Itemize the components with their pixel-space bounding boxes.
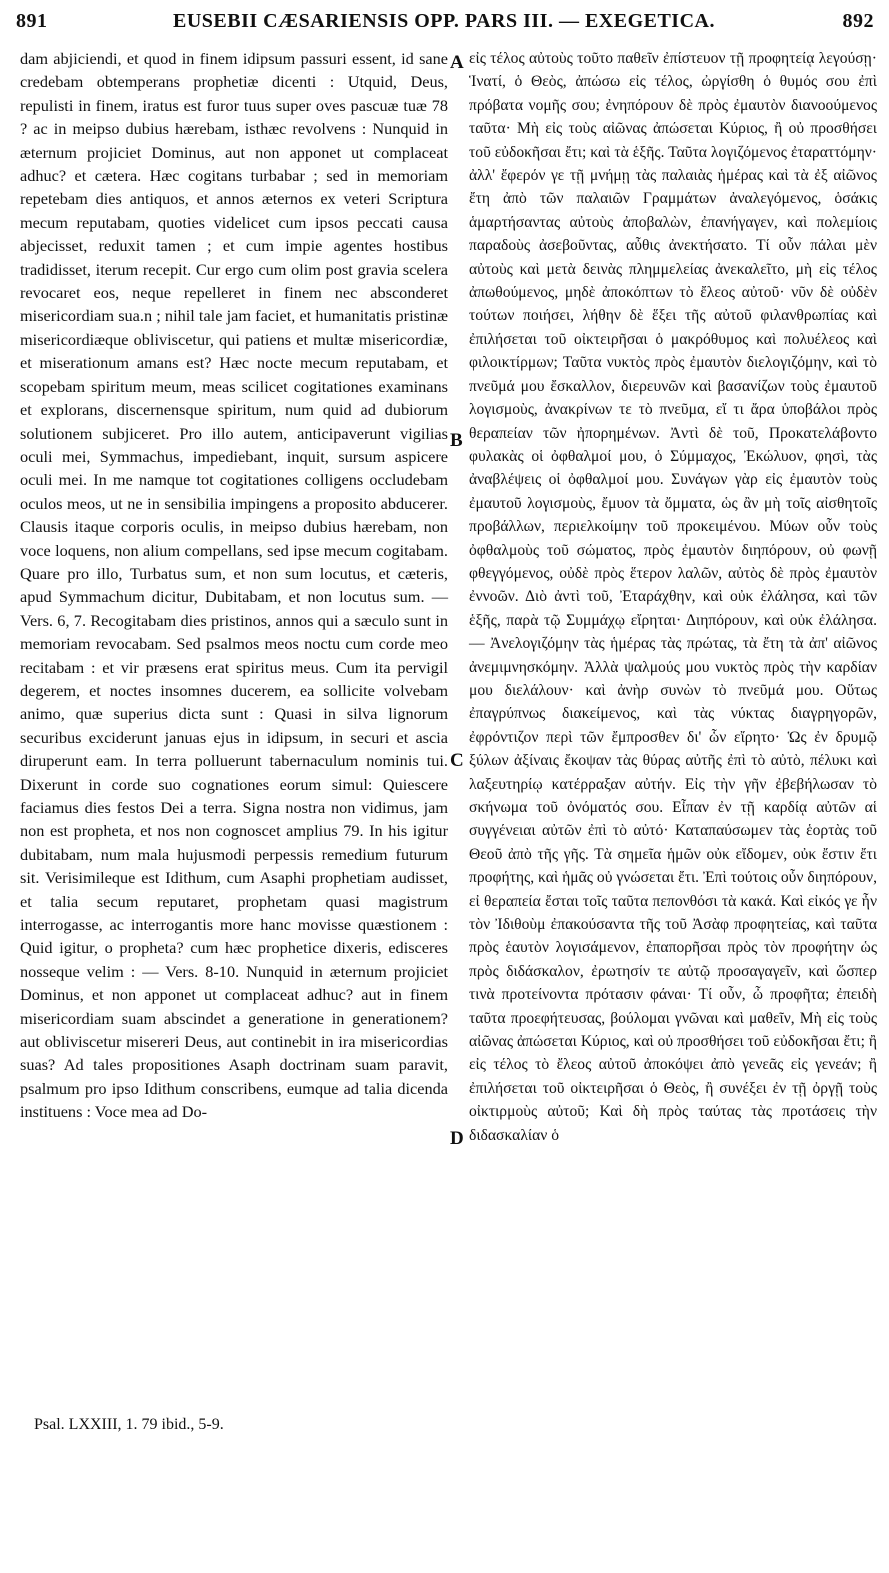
margin-letter-a: A — [450, 52, 464, 73]
greek-text: εἰς τέλος αὐτοὺς τοῦτο παθεῖν ἐπίστευον τῇ προφητείᾳ λεγούσῃ· Ἱνατί, ὁ Θεὸς, ἀπώσω εἰς τέλος, ὠργίσθη ὁ θυμός σου ἐπὶ πρόβατα νομῆς σου; ἐνηπόρουν δὲ πρὸς ἐμαυτὸν διανοούμενος ταῦτα· Μὴ εἰς τοὺς αἰῶνας ἀπώσεται Κύριος, ἢ οὐ προσθήσει τοῦ εὐδοκῆσαι ἔτι; καὶ τὰ ἑξῆς. Ταῦτα λογιζόμενος ἐταραττόμην· ἀλλ' ἔφερόν γε τῇ μνήμῃ τὰς παλαιὰς ἡμέρας καὶ τὰ ἐξ αἰῶνος ἔτη ἀπὸ τῶν παλαιῶν Γραμμάτων ἀναλεγόμενος, ὁσάκις ἁμαρτήσαντας αὐτοὺς ἀποβαλὼν, ἐπανήγαγεν, καὶ πολεμίοις παραδοὺς ἀσεβοῦντας, αὖθις ἀνεκτήσατο. Τί οὖν πάλαι μὲν αὐτοὺς καὶ μετὰ δεινὰς πλημμελείας ἀνεκαλεῖτο, μὴ εἰς τέλος ἀπωθούμενος, μηδὲ ἀποκόπτων τὸ ἔλεος αὐτοῦ· νῦν δὲ οὐδὲν τούτων ποιήσει, λήθην δὲ ἕξει τῆς αὐτοῦ φιλανθρωπίας καὶ ἐπιλήσεται τοῦ οἰκτειρῆσαι ὁ μακρόθυμος καὶ πολυέλεος καὶ φιλοικτίρμων; Ταῦτα νυκτὸς πρὸς ἐμαυτὸν διελογιζόμην, καὶ τὸ πνεῦμά μου ἔσκαλλον, διερευνῶν καὶ βασανίζων τοὺς ἐμαυτοῦ λογισμοὺς, ἀνακρίνων τε τὸ πνεῦμα, εἴ τι ἄρα ὑποβάλοι πρὸς θεραπείαν τῶν ἠπορημένων. Ἀντὶ δὲ τοῦ, Προκατελάβοντο φυλακὰς οἱ ὀφθαλμοί μου, ὁ Σύμμαχος, Ἐκώλυον, φησὶ, τὰς ἀναβλέψεις οἱ ὀφθαλμοί μου. Συνάγων γὰρ εἰς ἐμαυτὸν τοὺς ἐμαυτοῦ λογισμοὺς, ἔμυον τὰ ὄμματα, ὡς ἂν μὴ τοῖς αἰσθητοῖς προβάλλων, περιελκοίμην τοῦ προκειμένου. Μύων οὖν τοὺς ὀφθαλμοὺς τοῦ σώματος, πρὸς ἐμαυτὸν διηπόρουν, οὐ φωνῇ φθεγγόμενος, οὐδὲ πρὸς ἕτερον λαλῶν, αὐτὸς δὲ πρὸς ἐμαυτὸν ἐννοῶν. Διὸ ἀντὶ τοῦ, Ἐταράχθην, καὶ οὐκ ἐλάλησα, καὶ τῶν ἑξῆς, παρὰ τῷ Συμμάχῳ εἴρηται· Διηπόρουν, καὶ οὐκ ἐλάλησα. — Ἀνελογιζόμην τὰς ἡμέρας τὰς πρώτας, τὰ ἔτη τὰ ἀπ' αἰῶνος ἀνεμιμνησκόμην. Ἀλλὰ ψαλμούς μου νυκτὸς πρὸς τὴν καρδίαν μου διελάλουν· καὶ ἀνὴρ συνὼν τὸ πνεῦμά μου. Οὕτως ἐπαγρύπνως διακείμενος, καὶ τὰς νύκτας διαγρηγορῶν, ἐφρόντιζον περὶ τῶν ἔμπροσθεν δι' ὧν εἴρητο· Ὡς ἐν δρυμῷ ξύλων ἀξίναις ἔκοψαν τὰς θύρας αὐτῆς ἐπὶ τὸ αὐτὸ, πέλυκι καὶ λαξευτηρίῳ κατέρραξαν αὐτήν. Εἰς τὴν γῆν ἐβεβήλωσαν τὸ σκήνωμα τοῦ ὀνόματός σου. Εἶπαν ἐν τῇ καρδίᾳ αὐτῶν αἱ συγγένειαι αὐτῶν ἐπὶ τὸ αὐτό· Καταπαύσωμεν τὰς ἑορτὰς τοῦ Θεοῦ ἀπὸ τῆς γῆς. Τὰ σημεῖα ἡμῶν οὐκ εἴδομεν, οὐκ ἔστιν ἔτι προφήτης, καὶ ἡμᾶς οὐ γνώσεται ἔτι. Ἐπὶ τούτοις οὖν διηπόρουν, εἰ θεραπεία ἔσται τοῖς ταῦτα πεπονθόσι τὰ κακά. Καὶ εἰκός γε ἦν τὸν Ἰδιθοὺμ ἐπακούσαντα τῆς τοῦ Ἀσὰφ προφητείας, καὶ ταῦτα πρὸς ἑαυτὸν λογισάμενον, ἐπαπορῆσαι πρὸς τὸν προφήτην ὡς πρὸς διδάσκαλον, ἐρωτησίν τε αὐτῷ προσαγαγεῖν, καὶ ὥσπερ τινὰ προτείνοντα πρότασιν φάναι· Τί οὖν, ὦ προφῆτα; ἐπειδὴ ταῦτα προεφήτευσας, βούλομαι γνῶναι καὶ μαθεῖν, Μὴ εἰς τοὺς αἰῶνας ἀπώσεται Κύριος, καὶ οὐ προσθήσει τοῦ εὐδοκῆσαι ἔτι; ἢ εἰς τέλος τὸ ἔλεος αὐτοῦ ἀποκόψει ἀπὸ γενεᾶς εἰς γενεάν; ἢ ἐπιλήσεται τοῦ οἰκτειρῆσαι ὁ Θεὸς, ἢ συνέξει ἐν τῇ ὀργῇ τοὺς οἰκτιρμοὺς αὐτοῦ; Καὶ δὴ πρὸς ταύτας τὰς προτάσεις τὴν διδασκαλίαν ὁ — [469, 50, 877, 1144]
running-header — [8, 10, 880, 44]
margin-letter-b: B — [450, 430, 463, 451]
margin-letter-d: D — [450, 1128, 464, 1149]
margin-letter-c: C — [450, 750, 464, 771]
page-number-left: 891 — [16, 10, 48, 32]
latin-column — [20, 47, 448, 1124]
latin-text: dam abjiciendi, et quod in finem idipsum passuri essent, id sane credebam obtemperans prophetiæ dicenti : Utquid, Deus, repulisti in finem, iratus est furor tuus super oves pascuæ tuæ 78 ? ac in meipso dubius hærebam, isthæc revolvens : Nunquid in æternum projiciet Dominus, aut non apponet ut complaceat adhuc? et cætera. Hæc cogitans turbabar ; sed in memoriam repetebam dies antiquos, et annos æternos ex veteri Scriptura mecum reputabam, quoties videlicet cum ipsos peccati causa abjecisset, reduxit tamen ; et cum impie agentes hostibus tradidisset, iterum recepit. Cur ergo cum olim post gravia scelera revocaret eos, neque repelleret in finem nec absconderet misericordiam sua.n ; nihil tale jam faciet, et humanitatis pristinæ misericordiæque obliviscetur, qui patiens et multæ misericordiæ, et miserationum amans est? Hæc nocte mecum reputabam, et scopebam spiritum meum, meas scilicet cogitationes examinans et explorans, discernensque spiritum, num quid ad dubiorum solutionem subjiceret. Pro illo autem, anticipaverunt vigilias oculi mei, Symmachus, impediebant, inquit, sursum aspicere oculi mei. In me namque tot cogitationes colligens occludebam oculos meos, ut ne in sensibilia impingens a proposito abducerer. Clausis itaque corporis oculis, in meipso dubius hærebam, non voce loquens, non alium compellans, sed ipse mecum cogitabam. Quare pro illo, Turbatus sum, et non sum locutus, et cæteris, apud Symmachum dicitur, Dubitabam, et non locutus sum. — Vers. 6, 7. Recogitabam dies pristinos, annos qui a sæculo sunt in memoriam revocabam. Sed psalmos meos noctu cum corde meo recitabam : et vir præsens erat spiritus meus. Cum ita pervigil degerem, et noctes insomnes ducerem, ea sollicite volvebam animo, quæ superius dicta sunt : Quasi in silva lignorum securibus exciderunt januas ejus in idipsum, in securi et ascia diruperunt eam. In terra polluerunt tabernaculum nominis tui. Dixerunt in corde suo cognationes eorum simul: Quiescere faciamus dies festos Dei a terra. Signa nostra non vidimus, jam non est propheta, et nos non cognoscet amplius 79. In his igitur dubitabam, num mala hujusmodi perpessis remedium futurum sit. Verisimileque est Idithum, cum Asaphi prophetiam audisset, et talia secum reputaret, prophetam quasi magistrum interrogasse, ac interrogantis more hanc movisse quæstionem : Quid igitur, o propheta? cum hæc prophetice dixeris, edisceres nosseque velim : — Vers. 8-10. Nunquid in æternum projiciet Dominus, et non apponet ut complaceat adhuc? aut in finem misericordiam suam abscindet a generatione in generationem? aut obliviscetur misereri Deus, aut continebit in ira misericordias suas? Ad tales propositiones Asaph doctrinam suam paravit, psalmum pro ipso Idithum conscribens, eumque ad talia dicenda instituens : Voce mea ad Do- — [20, 49, 448, 1122]
greek-column — [469, 47, 877, 1147]
running-title: EUSEBII CÆSARIENSIS OPP. PARS III. — EXEGETICA. — [173, 10, 715, 32]
page-number-right: 892 — [842, 10, 874, 32]
footnote: Psal. LXXIII, 1. 79 ibid., 5-9. — [34, 1416, 224, 1433]
